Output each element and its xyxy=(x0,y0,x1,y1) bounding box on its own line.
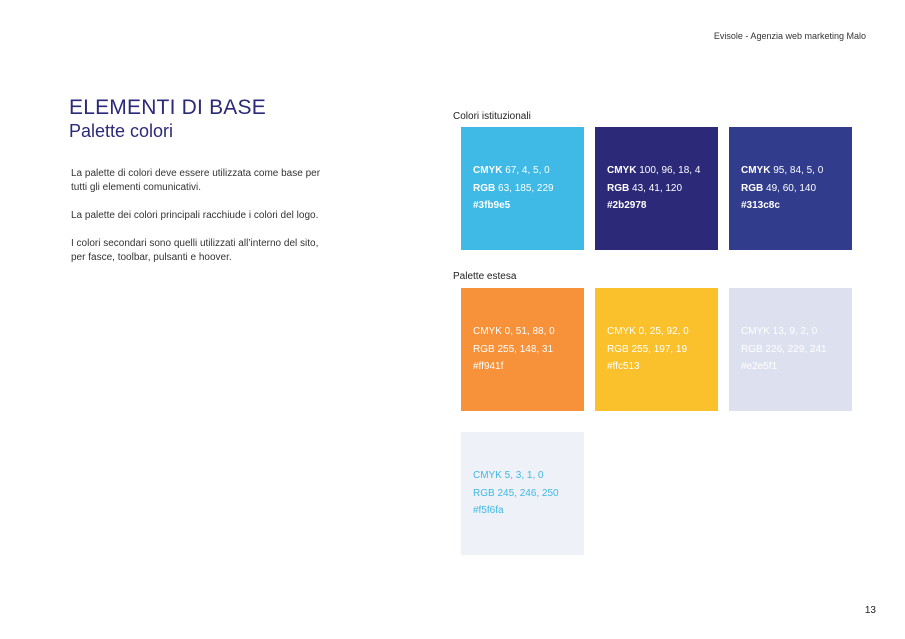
page-title: ELEMENTI DI BASE xyxy=(69,96,266,119)
swatch-cmyk: CMYK 0, 51, 88, 0 xyxy=(473,326,555,338)
paragraph-palette-base: La palette di colori deve essere utilizzata come base per tutti gli elementi comunicativi. xyxy=(71,168,321,193)
color-swatch-off-white xyxy=(461,432,584,555)
color-swatch-yellow xyxy=(595,288,718,411)
swatch-rgb: RGB 49, 60, 140 xyxy=(741,182,817,194)
color-swatch-lavender-gray xyxy=(729,288,852,411)
swatch-hex: #313c8c xyxy=(741,200,780,212)
section-label-extended: Palette estesa xyxy=(453,271,517,282)
swatch-cmyk: CMYK 5, 3, 1, 0 xyxy=(473,470,544,482)
swatch-cmyk: CMYK 0, 25, 92, 0 xyxy=(607,326,689,338)
page-number: 13 xyxy=(864,605,876,616)
swatch-rgb: RGB 63, 185, 229 xyxy=(473,182,554,194)
swatch-rgb: RGB 43, 41, 120 xyxy=(607,182,683,194)
color-swatch-orange xyxy=(461,288,584,411)
color-swatch-royal-blue xyxy=(729,127,852,250)
swatch-hex: #e2e5f1 xyxy=(741,361,778,373)
swatch-rgb: RGB 255, 197, 19 xyxy=(607,343,688,355)
color-swatch-dark-navy xyxy=(595,127,718,250)
swatch-cmyk: CMYK 67, 4, 5, 0 xyxy=(473,165,550,177)
swatch-cmyk: CMYK 95, 84, 5, 0 xyxy=(741,165,824,177)
swatch-rgb: RGB 245, 246, 250 xyxy=(473,487,559,499)
swatch-cmyk: CMYK 13, 9, 2, 0 xyxy=(741,326,818,338)
header-company-name: Evisole - Agenzia web marketing Malo xyxy=(713,31,866,41)
page-subtitle: Palette colori xyxy=(69,121,174,141)
paragraph-main-colors: La palette dei colori principali racchiude i colori del logo. xyxy=(71,210,319,221)
swatch-rgb: RGB 226, 229, 241 xyxy=(741,343,827,355)
swatch-hex: #ffc513 xyxy=(607,361,640,373)
swatch-hex: #3fb9e5 xyxy=(473,200,511,212)
section-label-institutional: Colori istituzionali xyxy=(453,111,531,122)
color-swatch-light-blue xyxy=(461,127,584,250)
paragraph-secondary-colors: I colori secondari sono quelli utilizzati all’interno del sito, per fasce, toolbar, pulsanti e hoover. xyxy=(71,238,319,263)
description-text xyxy=(71,167,333,279)
swatch-hex: #ff941f xyxy=(473,361,504,373)
swatch-hex: #2b2978 xyxy=(607,200,647,212)
swatch-cmyk: CMYK 100, 96, 18, 4 xyxy=(607,165,701,177)
swatch-hex: #f5f6fa xyxy=(473,505,504,517)
swatch-rgb: RGB 255, 148, 31 xyxy=(473,343,554,355)
